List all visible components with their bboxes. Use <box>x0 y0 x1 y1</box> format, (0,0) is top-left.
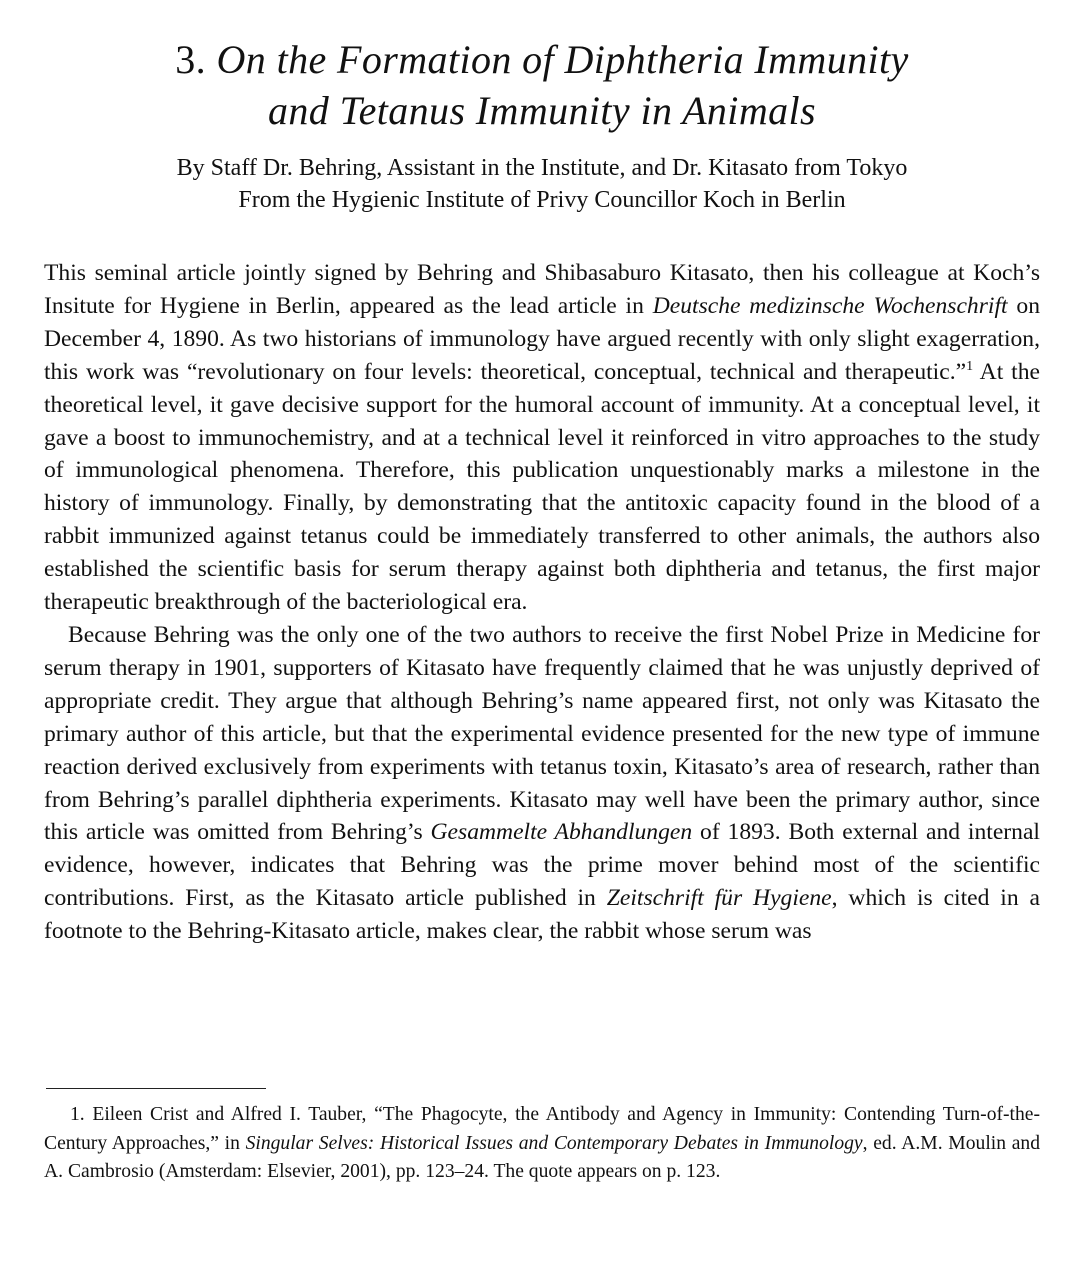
article-title <box>44 0 1040 136</box>
title-line-2: and Tetanus Immunity in Animals <box>268 88 816 133</box>
footnote-1 <box>44 1101 1040 1187</box>
article-body <box>44 257 1040 948</box>
book-title-singular-selves: Singular Selves: Historical Issues and Contemporary Debates in Immunology <box>245 1132 863 1154</box>
footnote-reference-1[interactable]: 1 <box>966 358 974 374</box>
paragraph-2-text-a: Because Behring was the only one of the two authors to receive the first Nobel Prize in Medicine for serum therapy in 1901, supporters of Kitasato have frequently claimed that he was unjustly deprived of appropriate credit. They argue that although Behring’s name appeared first, not only was Kitasato the primary author of this article, but that the experimental evidence presented for the new type of immune reaction derived exclusively from experiments with tetanus toxin, Kitasato’s area of research, rather than from Behring’s parallel diphtheria experiments. Kitasato may well have been the primary author, since this article was omitted from Behring’s <box>44 621 1040 846</box>
paragraph-2-text-b: of 1893. Both external and internal evidence, however, indicates that Behring was the prime mover behind most of the scientific contributions. First, as the Kitasato article published in <box>44 819 1040 912</box>
body-paragraph-2 <box>44 619 1040 948</box>
paragraph-2-text-c: , which is cited in a footnote to the Behring-Kitasato article, makes clear, the rabbit whose serum was <box>44 885 1041 945</box>
byline <box>44 152 1040 216</box>
footnote-1-text-a: 1. Eileen Crist and Alfred I. Tauber, “The Phagocyte, the Antibody and Agency in Immunity: Contending Turn-of-the-Century Approaches,” in <box>44 1104 1040 1154</box>
journal-title-dmw: Deutsche medizinsche Wochenschrift <box>652 292 1008 319</box>
footnote-1-text-b: , ed. A.M. Moulin and A. Cambrosio (Amsterdam: Elsevier, 2001), pp. 123–24. The quote appears on p. 123. <box>44 1132 1041 1182</box>
paragraph-1-text-c: At the theoretical level, it gave decisive support for the humoral account of immunity. At a conceptual level, it gave a boost to immunochemistry, and at a technical level it reinforced in vitro approaches to the study of immunological phenomena. Therefore, this publication unquestionably marks a milestone in the history of immunology. Finally, by demonstrating that the antitoxic capacity found in the blood of a rabbit immunized against tetanus could be immediately transferred to other animals, the authors also established the scientific basis for serum therapy against both diphtheria and tetanus, the first major therapeutic breakthrough of the bacteriological era. <box>44 358 1040 616</box>
byline-affiliation: From the Hygienic Institute of Privy Councillor Koch in Berlin <box>238 187 846 213</box>
title-line-1 <box>44 34 1040 85</box>
title-line-1-text: On the Formation of Diphtheria Immunity <box>216 37 909 82</box>
footnote-separator <box>46 1088 266 1089</box>
article-number: 3. <box>175 37 207 82</box>
footnotes <box>44 1101 1040 1187</box>
paragraph-1-text-a: This seminal article jointly signed by Behring and Shibasaburo Kitasato, then his colleague at Koch’s Insitute for Hygiene in Berlin, appeared as the lead article in <box>44 260 1040 319</box>
body-paragraph-1 <box>44 257 1040 619</box>
byline-authors: By Staff Dr. Behring, Assistant in the Institute, and Dr. Kitasato from Tokyo <box>176 155 908 181</box>
paragraph-1-text-b: on December 4, 1890. As two historians of immunology have argued recently with only slight exagerration, this work was “revolutionary on four levels: theoretical, conceptual, technical and therapeutic.” <box>44 292 1040 385</box>
work-title-gesammelte: Gesammelte Abhandlungen <box>430 819 693 846</box>
journal-title-zfh: Zeitschrift für Hygiene <box>606 885 832 912</box>
